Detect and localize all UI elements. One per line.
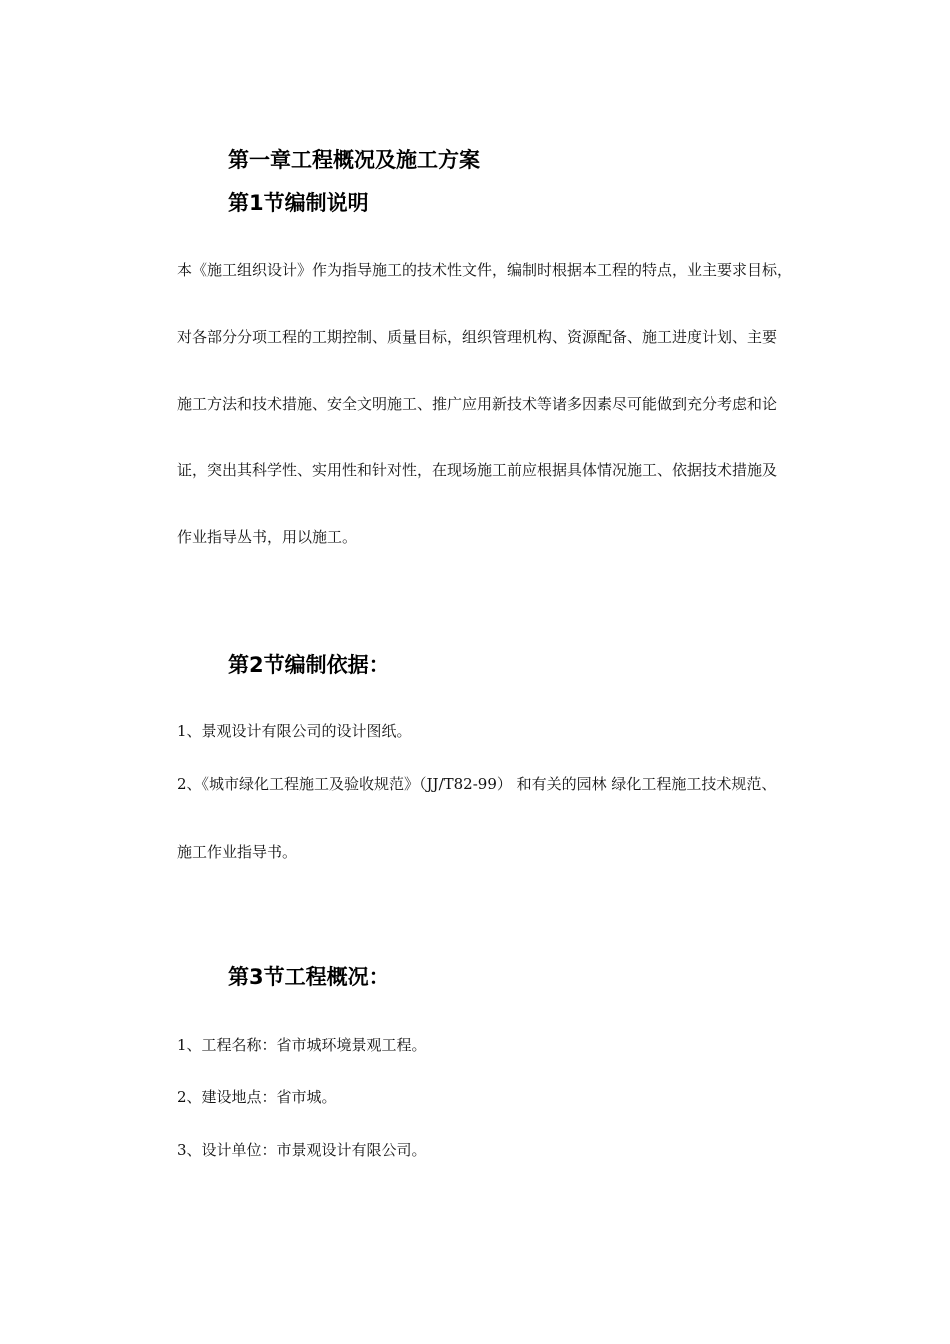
section-1-paragraph-line: 本《施工组织设计》作为指导施工的技术性文件，编制时根据本工程的特点，业主要求目标，: [177, 261, 793, 279]
section-3-list-item: 3、设计单位：市景观设计有限公司。: [177, 1141, 427, 1159]
section-3-list-item: 1、工程名称：省市城环境景观工程。: [177, 1036, 427, 1054]
section-1-title: 第1节编制说明: [228, 191, 369, 215]
section-1-paragraph-line: 施工方法和技术措施、安全文明施工、推广应用新技术等诸多因素尽可能做到充分考虑和论: [177, 395, 778, 413]
section-1-paragraph-line: 作业指导丛书，用以施工。: [177, 528, 358, 546]
section-2-title: 第2节编制依据：: [228, 653, 390, 677]
section-3-list-item: 2、建设地点：省市城。: [177, 1088, 337, 1106]
chapter-title: 第一章工程概况及施工方案: [228, 148, 480, 172]
section-1-paragraph-line: 对各部分分项工程的工期控制、质量目标，组织管理机构、资源配备、施工进度计划、主要: [177, 328, 778, 346]
section-3-title: 第3节工程概况：: [228, 965, 390, 989]
section-2-list-item: 1、景观设计有限公司的设计图纸。: [177, 722, 412, 740]
section-2-list-item-continuation: 施工作业指导书。: [177, 843, 298, 861]
section-2-list-item: 2、《城市绿化工程施工及验收规范》（JJ/T82-99） 和有关的园林 绿化工程施工技术规范、: [177, 775, 777, 793]
section-1-paragraph-line: 证，突出其科学性、实用性和针对性，在现场施工前应根据具体情况施工、依据技术措施及: [177, 461, 778, 479]
